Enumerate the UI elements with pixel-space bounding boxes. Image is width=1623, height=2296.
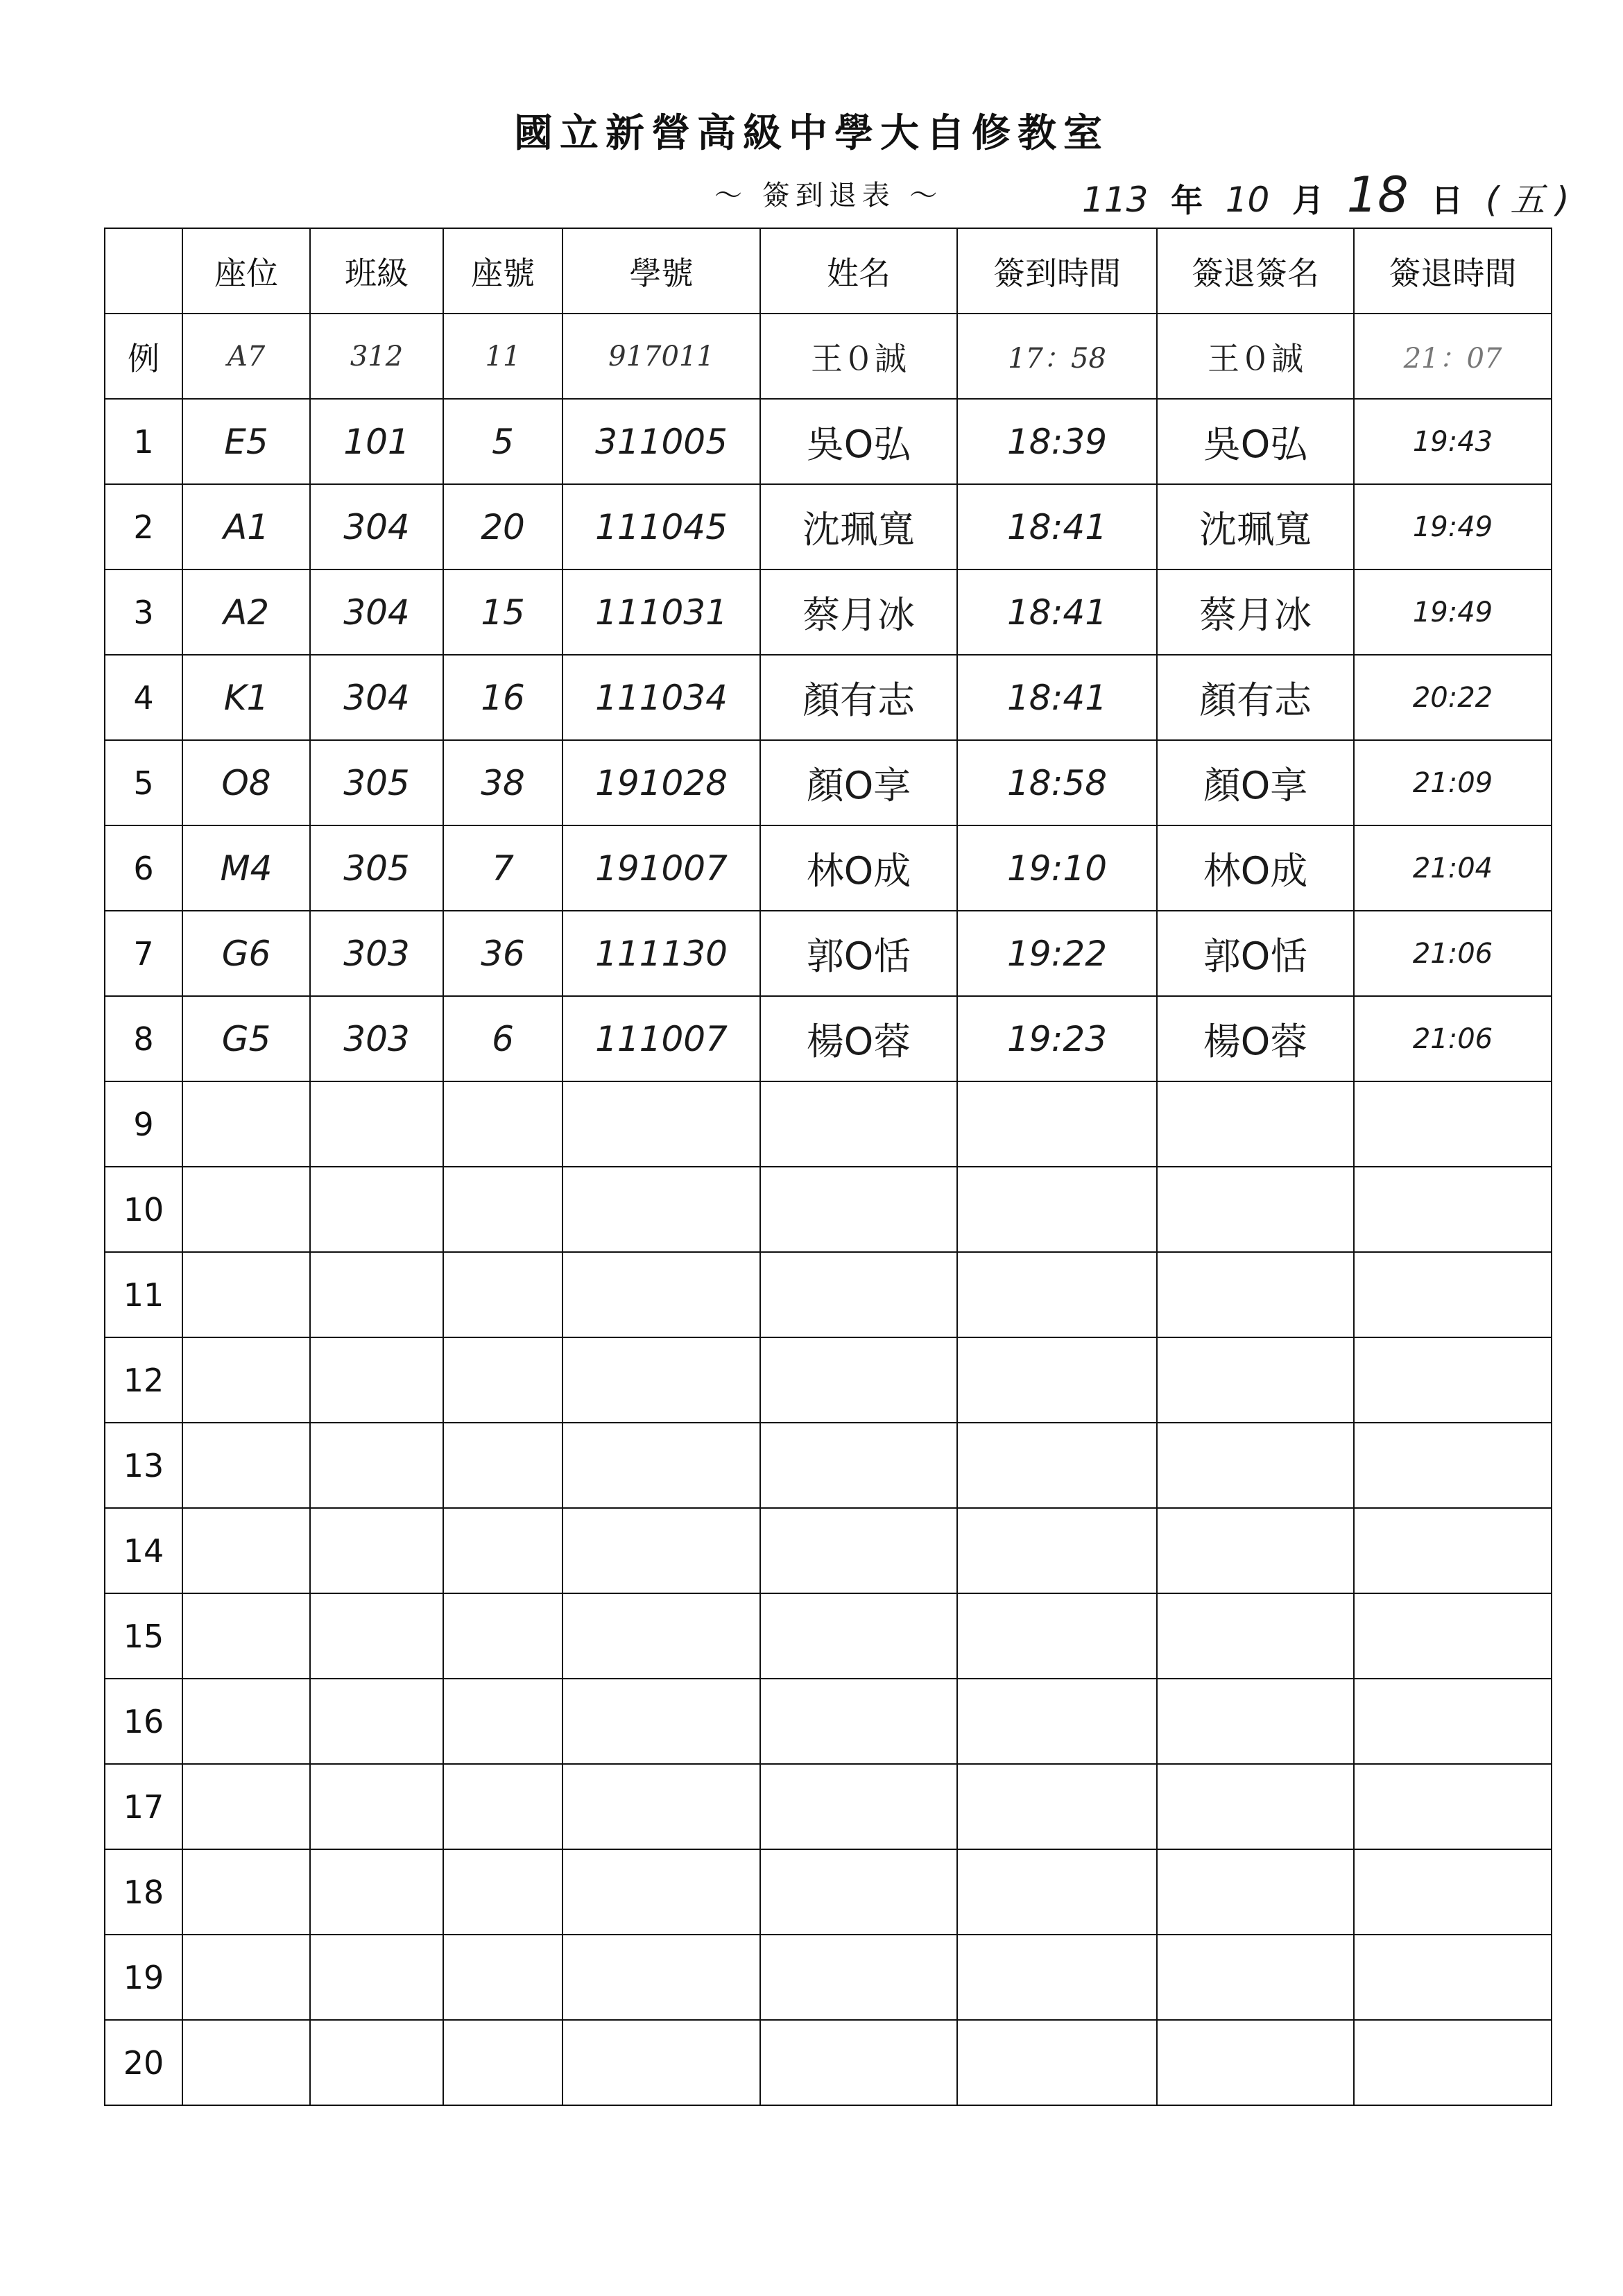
- seat-number-cell[interactable]: [443, 1252, 563, 1337]
- checkout-time-cell[interactable]: [1354, 1593, 1552, 1679]
- name-cell[interactable]: [760, 1679, 957, 1764]
- seat-cell[interactable]: M4: [182, 825, 310, 911]
- name-cell[interactable]: 楊O蓉: [760, 996, 957, 1081]
- table-row: [105, 399, 1552, 484]
- class-cell[interactable]: [310, 2020, 443, 2105]
- student-id-cell[interactable]: [563, 2020, 760, 2105]
- row-number: 12: [105, 1337, 182, 1423]
- seat-number-cell[interactable]: 5: [443, 399, 563, 484]
- checkout-time-cell[interactable]: [1354, 1935, 1552, 2020]
- name-cell[interactable]: [760, 1337, 957, 1423]
- checkout-signature-cell[interactable]: [1157, 1935, 1354, 2020]
- table-row: [105, 911, 1552, 996]
- checkout-signature-cell[interactable]: [1157, 1679, 1354, 1764]
- seat-cell[interactable]: G6: [182, 911, 310, 996]
- checkin-time-cell[interactable]: [957, 1935, 1157, 2020]
- date-month-label: 月: [1291, 182, 1324, 219]
- checkin-time-cell[interactable]: 18:41: [957, 569, 1157, 655]
- checkout-time-cell[interactable]: [1354, 2020, 1552, 2105]
- checkin-time-cell[interactable]: 19:23: [957, 996, 1157, 1081]
- date-day-label: 日: [1431, 182, 1463, 219]
- checkout-time-cell[interactable]: 21:06: [1354, 996, 1552, 1081]
- class-cell[interactable]: 304: [310, 484, 443, 569]
- name-cell[interactable]: [760, 1508, 957, 1593]
- date-weekday: ( 五 ): [1485, 180, 1570, 220]
- column-header: [105, 228, 182, 314]
- date-year: 113: [1082, 180, 1149, 220]
- row-number: 15: [105, 1593, 182, 1679]
- checkin-time-cell[interactable]: [957, 1337, 1157, 1423]
- example-checkout-signature: 王０誠: [1157, 314, 1354, 399]
- student-id-cell[interactable]: 191028: [563, 740, 760, 825]
- checkout-signature-cell[interactable]: [1157, 1508, 1354, 1593]
- checkout-time-cell[interactable]: 21:09: [1354, 740, 1552, 825]
- checkout-time-cell[interactable]: 21:06: [1354, 911, 1552, 996]
- checkout-time-cell[interactable]: [1354, 1849, 1552, 1935]
- seat-number-cell[interactable]: 6: [443, 996, 563, 1081]
- date-line: [1082, 166, 1570, 223]
- checkout-signature-cell[interactable]: [1157, 1252, 1354, 1337]
- checkout-signature-cell[interactable]: [1157, 1764, 1354, 1849]
- seat-number-cell[interactable]: [443, 1593, 563, 1679]
- name-cell[interactable]: [760, 2020, 957, 2105]
- column-header: 座位: [182, 228, 310, 314]
- checkin-time-cell[interactable]: [957, 2020, 1157, 2105]
- checkout-time-cell[interactable]: [1354, 1764, 1552, 1849]
- class-cell[interactable]: 303: [310, 996, 443, 1081]
- seat-cell[interactable]: [182, 1252, 310, 1337]
- row-number: 4: [105, 655, 182, 740]
- row-number: 3: [105, 569, 182, 655]
- page-title: 國立新營高級中學大自修教室: [514, 110, 1109, 156]
- column-header: 學號: [563, 228, 760, 314]
- table-row: [105, 1081, 1552, 1167]
- checkout-signature-cell[interactable]: 顏有志: [1157, 655, 1354, 740]
- student-id-cell[interactable]: 111031: [563, 569, 760, 655]
- seat-number-cell[interactable]: 36: [443, 911, 563, 996]
- name-cell[interactable]: 林O成: [760, 825, 957, 911]
- class-cell[interactable]: [310, 1423, 443, 1508]
- checkout-signature-cell[interactable]: 楊O蓉: [1157, 996, 1354, 1081]
- checkout-time-cell[interactable]: [1354, 1679, 1552, 1764]
- student-id-cell[interactable]: 111130: [563, 911, 760, 996]
- table-row: [105, 1679, 1552, 1764]
- checkout-signature-cell[interactable]: [1157, 1337, 1354, 1423]
- seat-cell[interactable]: [182, 1764, 310, 1849]
- checkin-time-cell[interactable]: [957, 1679, 1157, 1764]
- column-header: 簽到時間: [957, 228, 1157, 314]
- row-number: 1: [105, 399, 182, 484]
- class-cell[interactable]: [310, 1679, 443, 1764]
- checkin-time-cell[interactable]: [957, 1423, 1157, 1508]
- class-cell[interactable]: 303: [310, 911, 443, 996]
- seat-number-cell[interactable]: [443, 1337, 563, 1423]
- student-id-cell[interactable]: [563, 1167, 760, 1252]
- row-number: 7: [105, 911, 182, 996]
- seat-cell[interactable]: [182, 1081, 310, 1167]
- seat-cell[interactable]: [182, 1593, 310, 1679]
- table-row: [105, 1508, 1552, 1593]
- name-cell[interactable]: 顏有志: [760, 655, 957, 740]
- row-number: 2: [105, 484, 182, 569]
- checkout-time-cell[interactable]: 19:43: [1354, 399, 1552, 484]
- name-cell[interactable]: [760, 1081, 957, 1167]
- class-cell[interactable]: 101: [310, 399, 443, 484]
- seat-number-cell[interactable]: 38: [443, 740, 563, 825]
- seat-number-cell[interactable]: [443, 1849, 563, 1935]
- date-year-label: 年: [1171, 182, 1203, 219]
- checkout-signature-cell[interactable]: [1157, 2020, 1354, 2105]
- checkin-time-cell[interactable]: 18:41: [957, 484, 1157, 569]
- seat-cell[interactable]: E5: [182, 399, 310, 484]
- student-id-cell[interactable]: 111034: [563, 655, 760, 740]
- seat-cell[interactable]: [182, 2020, 310, 2105]
- checkout-time-cell[interactable]: [1354, 1508, 1552, 1593]
- checkout-signature-cell[interactable]: 蔡月冰: [1157, 569, 1354, 655]
- name-cell[interactable]: 蔡月冰: [760, 569, 957, 655]
- student-id-cell[interactable]: [563, 1935, 760, 2020]
- checkin-time-cell[interactable]: [957, 1252, 1157, 1337]
- example-row: [105, 314, 1552, 399]
- example-label: 例: [105, 314, 182, 399]
- student-id-cell[interactable]: 311005: [563, 399, 760, 484]
- row-number: 10: [105, 1167, 182, 1252]
- class-cell[interactable]: [310, 1337, 443, 1423]
- row-number: 17: [105, 1764, 182, 1849]
- checkin-time-cell[interactable]: [957, 1167, 1157, 1252]
- checkin-time-cell[interactable]: 19:22: [957, 911, 1157, 996]
- seat-cell[interactable]: [182, 1935, 310, 2020]
- row-number: 16: [105, 1679, 182, 1764]
- seat-cell[interactable]: [182, 1679, 310, 1764]
- seat-number-cell[interactable]: 20: [443, 484, 563, 569]
- row-number: 13: [105, 1423, 182, 1508]
- student-id-cell[interactable]: 111045: [563, 484, 760, 569]
- class-cell[interactable]: [310, 1167, 443, 1252]
- class-cell[interactable]: [310, 1849, 443, 1935]
- table-row: [105, 740, 1552, 825]
- table-row: [105, 2020, 1552, 2105]
- seat-cell[interactable]: [182, 1423, 310, 1508]
- row-number: 5: [105, 740, 182, 825]
- checkin-time-cell[interactable]: [957, 1081, 1157, 1167]
- checkout-time-cell[interactable]: [1354, 1423, 1552, 1508]
- student-id-cell[interactable]: [563, 1252, 760, 1337]
- column-header: 座號: [443, 228, 563, 314]
- student-id-cell[interactable]: [563, 1849, 760, 1935]
- seat-cell[interactable]: [182, 1337, 310, 1423]
- row-number: 19: [105, 1935, 182, 2020]
- row-number: 20: [105, 2020, 182, 2105]
- name-cell[interactable]: 沈珮寬: [760, 484, 957, 569]
- table-row: [105, 1593, 1552, 1679]
- row-number: 14: [105, 1508, 182, 1593]
- checkout-signature-cell[interactable]: 顏O享: [1157, 740, 1354, 825]
- seat-number-cell[interactable]: 15: [443, 569, 563, 655]
- row-number: 8: [105, 996, 182, 1081]
- class-cell[interactable]: [310, 1764, 443, 1849]
- class-cell[interactable]: 305: [310, 740, 443, 825]
- column-header: 簽退簽名: [1157, 228, 1354, 314]
- checkout-signature-cell[interactable]: 郭O恬: [1157, 911, 1354, 996]
- class-cell[interactable]: [310, 1081, 443, 1167]
- student-id-cell[interactable]: 191007: [563, 825, 760, 911]
- table-row: [105, 1935, 1552, 2020]
- class-cell[interactable]: 304: [310, 655, 443, 740]
- example-seat: A7: [182, 314, 310, 399]
- row-number: 9: [105, 1081, 182, 1167]
- seat-cell[interactable]: K1: [182, 655, 310, 740]
- student-id-cell[interactable]: [563, 1337, 760, 1423]
- seat-number-cell[interactable]: [443, 1081, 563, 1167]
- checkout-time-cell[interactable]: [1354, 1081, 1552, 1167]
- name-cell[interactable]: 顏O享: [760, 740, 957, 825]
- checkin-time-cell[interactable]: [957, 1849, 1157, 1935]
- seat-number-cell[interactable]: [443, 1167, 563, 1252]
- checkin-time-cell[interactable]: 18:58: [957, 740, 1157, 825]
- seat-cell[interactable]: O8: [182, 740, 310, 825]
- example-checkout-time: 21：07: [1354, 314, 1552, 399]
- class-cell[interactable]: [310, 1252, 443, 1337]
- example-class: 312: [310, 314, 443, 399]
- seat-cell[interactable]: G5: [182, 996, 310, 1081]
- checkout-time-cell[interactable]: [1354, 1167, 1552, 1252]
- checkout-time-cell[interactable]: [1354, 1252, 1552, 1337]
- name-cell[interactable]: [760, 1849, 957, 1935]
- checkin-time-cell[interactable]: 19:10: [957, 825, 1157, 911]
- seat-number-cell[interactable]: [443, 1764, 563, 1849]
- name-cell[interactable]: [760, 1252, 957, 1337]
- name-cell[interactable]: [760, 1764, 957, 1849]
- checkout-signature-cell[interactable]: [1157, 1849, 1354, 1935]
- student-id-cell[interactable]: 111007: [563, 996, 760, 1081]
- seat-number-cell[interactable]: [443, 1423, 563, 1508]
- table-row: [105, 1764, 1552, 1849]
- checkin-time-cell[interactable]: [957, 1593, 1157, 1679]
- checkin-time-cell[interactable]: 18:39: [957, 399, 1157, 484]
- table-row: [105, 1849, 1552, 1935]
- seat-cell[interactable]: A2: [182, 569, 310, 655]
- student-id-cell[interactable]: [563, 1423, 760, 1508]
- name-cell[interactable]: 吳O弘: [760, 399, 957, 484]
- name-cell[interactable]: 郭O恬: [760, 911, 957, 996]
- checkout-signature-cell[interactable]: [1157, 1081, 1354, 1167]
- seat-cell[interactable]: [182, 1849, 310, 1935]
- checkin-time-cell[interactable]: [957, 1508, 1157, 1593]
- seat-number-cell[interactable]: [443, 1679, 563, 1764]
- table-row: [105, 1423, 1552, 1508]
- class-cell[interactable]: [310, 1593, 443, 1679]
- example-number: 11: [443, 314, 563, 399]
- example-name: 王０誠: [760, 314, 957, 399]
- student-id-cell[interactable]: [563, 1508, 760, 1593]
- checkout-signature-cell[interactable]: [1157, 1423, 1354, 1508]
- checkout-time-cell[interactable]: [1354, 1337, 1552, 1423]
- class-cell[interactable]: [310, 1935, 443, 2020]
- table-row: [105, 1252, 1552, 1337]
- seat-number-cell[interactable]: 7: [443, 825, 563, 911]
- name-cell[interactable]: [760, 1935, 957, 2020]
- student-id-cell[interactable]: [563, 1593, 760, 1679]
- class-cell[interactable]: [310, 1508, 443, 1593]
- checkin-time-cell[interactable]: 18:41: [957, 655, 1157, 740]
- table-row: [105, 825, 1552, 911]
- checkout-signature-cell[interactable]: 沈珮寬: [1157, 484, 1354, 569]
- date-month: 10: [1225, 180, 1270, 220]
- name-cell[interactable]: [760, 1423, 957, 1508]
- checkout-time-cell[interactable]: 19:49: [1354, 484, 1552, 569]
- seat-number-cell[interactable]: [443, 1508, 563, 1593]
- table-row: [105, 1167, 1552, 1252]
- form-subtitle: ～ 簽到退表 ～: [714, 180, 943, 212]
- seat-cell[interactable]: [182, 1167, 310, 1252]
- seat-number-cell[interactable]: [443, 1935, 563, 2020]
- seat-cell[interactable]: [182, 1508, 310, 1593]
- checkout-signature-cell[interactable]: [1157, 1167, 1354, 1252]
- table-row: [105, 996, 1552, 1081]
- name-cell[interactable]: [760, 1593, 957, 1679]
- column-header: 班級: [310, 228, 443, 314]
- checkout-signature-cell[interactable]: 林O成: [1157, 825, 1354, 911]
- column-header: 簽退時間: [1354, 228, 1552, 314]
- table-row: [105, 1337, 1552, 1423]
- date-day: 18: [1346, 166, 1409, 223]
- table-row: [105, 569, 1552, 655]
- row-number: 18: [105, 1849, 182, 1935]
- checkin-time-cell[interactable]: [957, 1764, 1157, 1849]
- column-header: 姓名: [760, 228, 957, 314]
- checkout-signature-cell[interactable]: [1157, 1593, 1354, 1679]
- checkout-time-cell[interactable]: 19:49: [1354, 569, 1552, 655]
- table-row: [105, 655, 1552, 740]
- example-checkin-time: 17：58: [957, 314, 1157, 399]
- seat-number-cell[interactable]: 16: [443, 655, 563, 740]
- seat-cell[interactable]: A1: [182, 484, 310, 569]
- checkout-signature-cell[interactable]: 吳O弘: [1157, 399, 1354, 484]
- signin-table: [104, 228, 1552, 2106]
- checkout-time-cell[interactable]: 21:04: [1354, 825, 1552, 911]
- name-cell[interactable]: [760, 1167, 957, 1252]
- student-id-cell[interactable]: [563, 1081, 760, 1167]
- seat-number-cell[interactable]: [443, 2020, 563, 2105]
- checkout-time-cell[interactable]: 20:22: [1354, 655, 1552, 740]
- example-student-id: 917011: [563, 314, 760, 399]
- class-cell[interactable]: 304: [310, 569, 443, 655]
- class-cell[interactable]: 305: [310, 825, 443, 911]
- student-id-cell[interactable]: [563, 1679, 760, 1764]
- student-id-cell[interactable]: [563, 1764, 760, 1849]
- table-row: [105, 484, 1552, 569]
- row-number: 11: [105, 1252, 182, 1337]
- row-number: 6: [105, 825, 182, 911]
- header-row: [105, 228, 1552, 314]
